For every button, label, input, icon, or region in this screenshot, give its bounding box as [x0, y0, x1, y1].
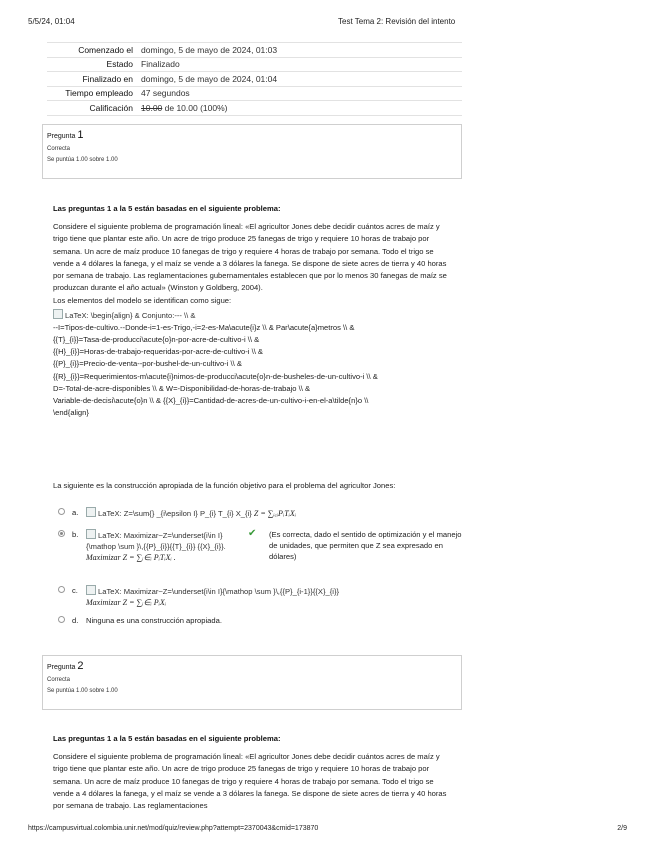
option-math: Maximizar Z = ∑ᵢ∈ᵢ PᵢTᵢXᵢ . [86, 553, 176, 562]
summary-key: Calificación [47, 101, 137, 116]
summary-value: domingo, 5 de mayo de 2024, 01:03 [137, 43, 462, 58]
radio-button[interactable] [58, 586, 65, 593]
latex-line: {{H}_{i}}=Horas-de-trabajo-requeridas-por-acre-de-cultivo-i \\ & [53, 347, 263, 357]
question-heading: Las preguntas 1 a la 5 están basadas en el siguiente problema: [53, 204, 281, 213]
latex-line: {{T}_{i}}=Tasa-de-producci\acute{o}n-por-acre-de-cultivo-i \\ & [53, 335, 260, 345]
question-state: Correcta [47, 146, 71, 152]
summary-row [47, 57, 462, 72]
summary-row [47, 101, 462, 116]
option-text: LaTeX: Maximizar~Z=\underset{i\in I} {\mathop \sum }\,{{P}_{i}}{{T}_{i}} {{X}_{i}}. [86, 531, 226, 551]
option-letter: a. [72, 508, 79, 517]
page-number: 2/9 [617, 825, 627, 832]
option-text: LaTeX: Maximizar~Z=\underset{i\in I}{\mathop \sum }\,{{P}_{i-1}}{{X}_{i}} [86, 587, 339, 596]
question-info-1 [42, 124, 462, 179]
question-number: Pregunta 2 [47, 660, 84, 672]
summary-row [47, 86, 462, 101]
option-letter: d. [72, 616, 79, 625]
latex-line: D=-Total-de-acre-disponibles \\ & W=-Disponibilidad-de-horas-de-trabajo \\ & [53, 383, 311, 393]
latex-block [53, 309, 453, 420]
grade-rest: de 10.00 (100%) [162, 102, 228, 113]
summary-key: Finalizado en [47, 72, 137, 87]
summary-row [47, 43, 462, 58]
summary-value: domingo, 5 de mayo de 2024, 01:04 [137, 72, 462, 87]
option-math: Maximizar Z = ∑ᵢ∈ᵢ PᵢXᵢ [86, 598, 167, 607]
summary-key: Tiempo empleado [47, 86, 137, 101]
option-text: Ninguna es una construcción apropiada. [86, 616, 222, 625]
radio-button[interactable] [58, 508, 65, 515]
question-text-2 [53, 733, 453, 813]
option-letter: c. [72, 586, 78, 595]
question-state: Correcta [47, 677, 71, 683]
problem-statement: Considere el siguiente problema de programación lineal: «El agricultor Jones debe decidir cuántos acres de maíz y trigo tiene que plantar este año. Un acre de trigo produce 25 fanegas de trigo y requiere 10 horas de trabajo por semana. Un acre de maíz produce 10 fanegas de trigo y requiere 4 horas de trabajo por semana. Todo el trigo se vende a 4 dólares la fanega, y el maíz se vende a 3 dólares la fanega. Se dispone de siete acres de tierra y 40 horas por semana de trabajo. Las reglamentaciones [53, 752, 447, 811]
summary-value [137, 101, 462, 116]
option-letter: b. [72, 530, 79, 539]
print-url: https://campusvirtual.colombia.unir.net/mod/quiz/review.php?attempt=2370043&cmid=173870 [28, 825, 319, 832]
print-title: Test Tema 2: Revisión del intento [338, 17, 456, 26]
latex-line: {{P}_{i}}=Precio-de-venta--por-bushel-de-un-cultivo-i \\ & [53, 359, 242, 369]
question-text-1 [53, 203, 453, 419]
radio-button[interactable] [58, 616, 65, 623]
option-text: LaTeX: Z=\sum{} _{i\epsilon I} P_{i} T_{i} X_{i} [86, 509, 252, 518]
check-icon: ✔ [248, 528, 257, 539]
elements-intro: Los elementos del modelo se identifican como sigue: [53, 296, 232, 306]
question-number: Pregunta 1 [47, 129, 84, 141]
print-date: 5/5/24, 01:04 [28, 17, 75, 26]
summary-key: Estado [47, 57, 137, 72]
attempt-summary-table [47, 42, 462, 116]
option-math: Z = ∑ᵢₑᵢPᵢTᵢXᵢ [253, 509, 297, 518]
latex-line: \end{align} [53, 408, 89, 418]
summary-value: Finalizado [137, 57, 462, 72]
question-heading: Las preguntas 1 a la 5 están basadas en el siguiente problema: [53, 734, 281, 743]
option-feedback: (Es correcta, dado el sentido de optimización y el manejo de unidades, que permiten que Z sea expresado en dólares) [269, 530, 462, 561]
latex-line: --I=Tipos-de-cultivo.--Donde-i=1-es-Trigo,-i=2-es-Ma\acute{i}z \\ & Par\acute{a}metros \\ & [53, 322, 355, 332]
latex-line: Variable-de-decisi\acute{o}n \\ & {{X}_{i}}=Cantidad-de-acres-de-un-cultivo-i-en-el-a\tilde{n}o \\ [53, 396, 369, 406]
problem-statement: Considere el siguiente problema de programación lineal: «El agricultor Jones debe decidir cuántos acres de maíz y trigo tiene que plantar este año. Un acre de trigo produce 25 fanegas de trigo y requiere 10 horas de trabajo por semana. Un acre de maíz produce 10 fanegas de trigo y requiere 4 horas de trabajo por semana. Todo el trigo se vende a 4 dólares la fanega, y el maíz se vende a 3 dólares la fanega. Se dispone de siete acres de tierra y 40 horas por semana de trabajo. Las reglamentaciones gubernamentales establecen que por lo menos 30 fanegas de maíz se produzcan durante el año actual» (Winston y Goldberg, 2004). [53, 222, 447, 293]
question-grade: Se puntúa 1.00 sobre 1.00 [47, 688, 118, 694]
question-grade: Se puntúa 1.00 sobre 1.00 [47, 157, 118, 163]
question-stem: La siguiente es la construcción apropiada de la función objetivo para el problema del agricultor Jones: [53, 481, 396, 490]
summary-value: 47 segundos [137, 86, 462, 101]
summary-key: Comenzado el [47, 43, 137, 58]
latex-line: LaTeX: \begin{align} & Conjunto:--- \\ & [53, 309, 453, 322]
question-info-2 [42, 655, 462, 710]
latex-line: {{R}_{i}}=Requerimientos-m\acute{i}nimos-de-producci\acute{o}n-de-busheles-de-un-cultivo-i \\ & [53, 371, 378, 381]
radio-button-selected[interactable] [58, 530, 65, 537]
summary-row [47, 72, 462, 87]
grade-struck: 10.00 [141, 102, 163, 113]
